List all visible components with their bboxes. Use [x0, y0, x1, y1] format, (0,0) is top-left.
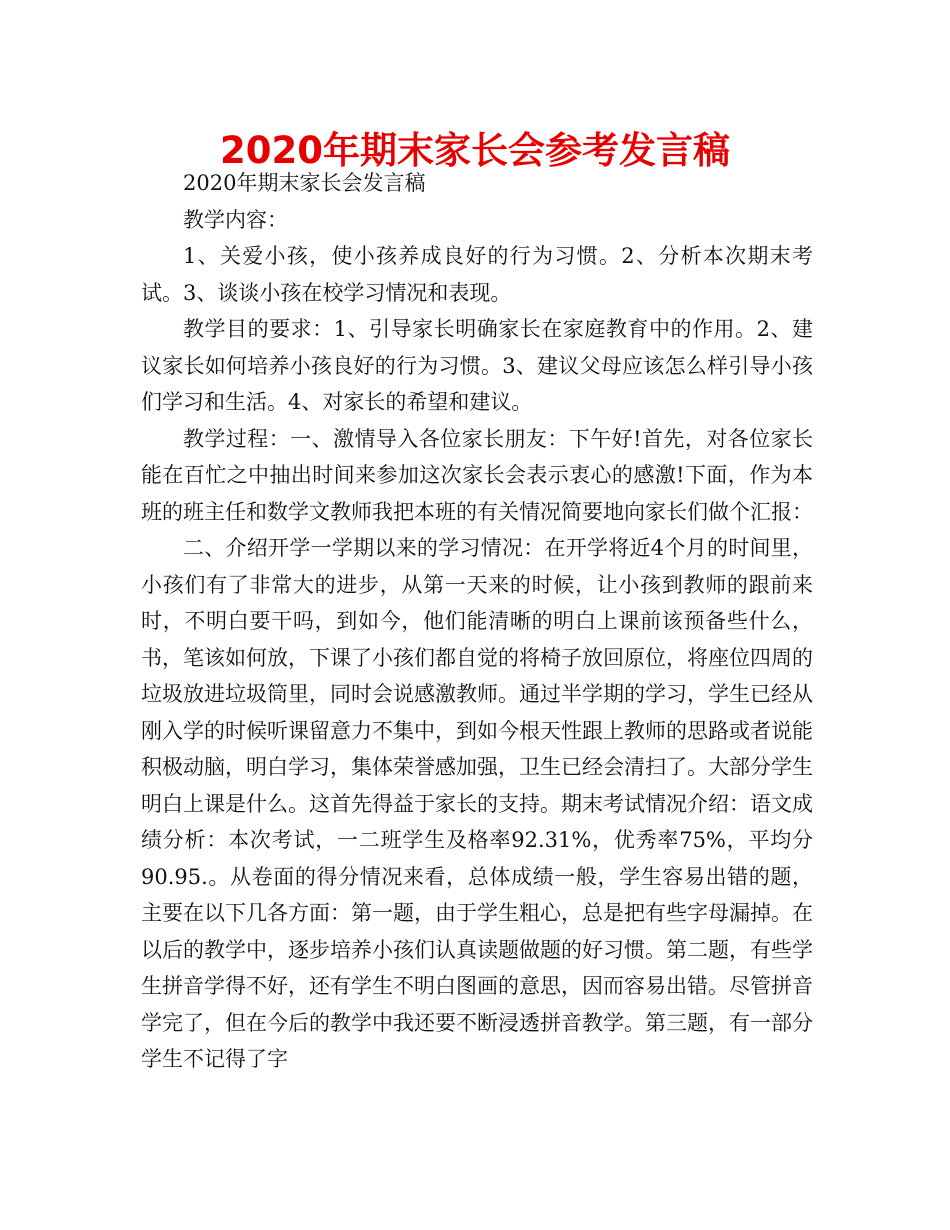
- paragraph-subtitle: 2020年期末家长会发言稿: [183, 171, 426, 195]
- paragraph-teaching-content-label: 教学内容：: [183, 207, 288, 232]
- paragraph-teaching-content: 1、关爱小孩，使小孩养成良好的行为习惯。2、分析本次期末考试。3、谈谈小孩在校学习情况和表现。: [141, 244, 813, 305]
- paragraph-teaching-goals: 教学目的要求：1、引导家长明确家长在家庭教育中的作用。2、建议家长如何培养小孩良好的行为习惯。3、建议父母应该怎么样引导小孩们学习和生活。4、对家长的希望和建议。: [141, 317, 813, 414]
- paragraph-semester-report: 二、介绍开学一学期以来的学习情况：在开学将近4个月的时间里，小孩们有了非常大的进步，从第一天来的时候，让小孩到教师的跟前来时，不明白要干吗，到如今，他们能清晰的明白上课前该预备些什么，书，笔该如何放，下课了小孩们都自觉的将椅子放回原位，将座位四周的垃圾放进垃圾筒里，同时会说感激教师。通过半学期的学习，学生已经从刚入学的时候听课留意力不集中，到如今根天性跟上教师的思路或者说能积极动脑，明白学习，集体荣誉感加强，卫生已经会清扫了。大部分学生明白上课是什么。这首先得益于家长的支持。期末考试情况介绍：语文成绩分析：本次考试，一二班学生及格率92.31%，优秀率75%，平均分90.95.。从卷面的得分情况来看，总体成绩一般，学生容易出错的题，主要在以下几各方面：第一题，由于学生粗心，总是把有些字母漏掉。在以后的教学中，逐步培养小孩们认真读题做题的好习惯。第二题，有些学生拼音学得不好，还有学生不明白图画的意思，因而容易出错。尽管拼音学完了，但在今后的教学中我还要不断浸透拼音教学。第三题，有一部分学生不记得了字: [141, 536, 813, 1071]
- document-body: [141, 165, 813, 1078]
- document-title: 2020年期末家长会参考发言稿: [220, 129, 730, 172]
- paragraph-teaching-process: 教学过程：一、激情导入各位家长朋友：下午好!首先，对各位家长能在百忙之中抽出时间来参加这次家长会表示衷心的感激!下面，作为本班的班主任和数学文教师我把本班的有关情况简要地向家长们做个汇报：: [141, 426, 813, 524]
